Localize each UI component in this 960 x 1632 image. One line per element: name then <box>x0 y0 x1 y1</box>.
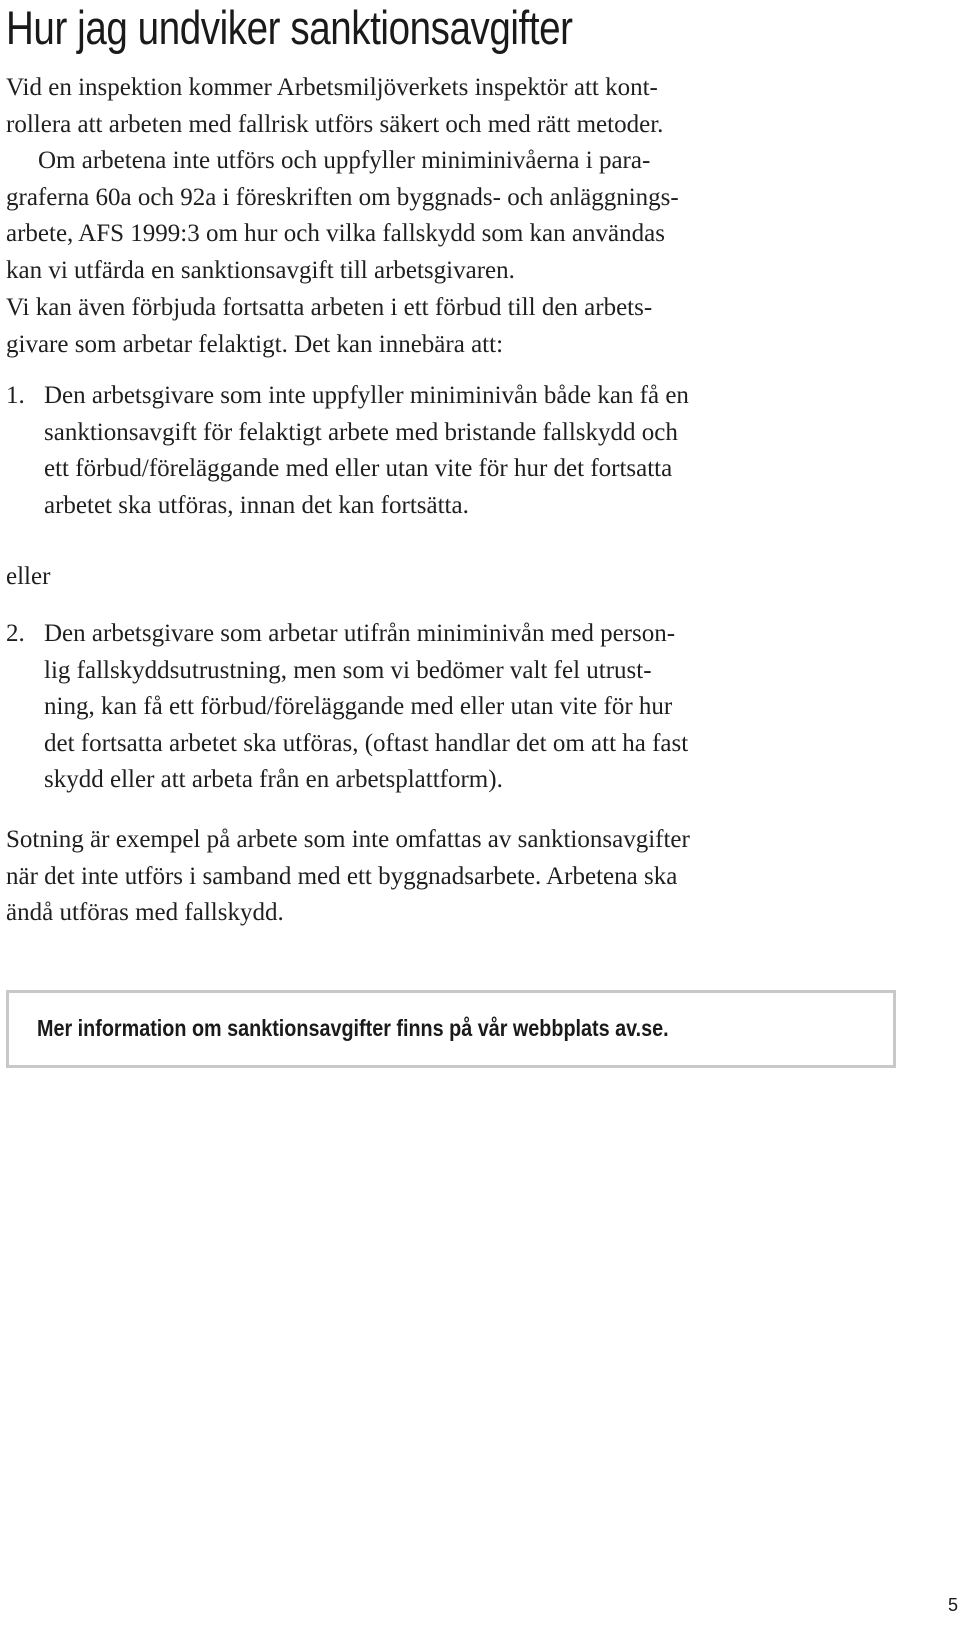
sotning-line: ändå utföras med fallskydd. <box>6 899 284 926</box>
info-box-text: Mer information om sanktionsavgifter finns på vår webbplats av.se. <box>37 1015 669 1041</box>
sotning-paragraph <box>6 822 886 932</box>
page-number: 5 <box>947 1595 958 1615</box>
list-item-line: det fortsatta arbetet ska utföras, (oftast handlar det om att ha fast <box>44 729 689 757</box>
sotning-line: när det inte utförs i samband med ett byggnadsarbete. Arbetena ska <box>6 862 678 890</box>
intro-line: graferna 60a och 92a i föreskriften om byggnads- och anläggnings- <box>6 183 679 211</box>
intro-line: Om arbetena inte utförs och uppfyller miniminivåerna i para- <box>38 147 651 174</box>
intro-paragraph <box>6 70 886 289</box>
list-item-number: 2. <box>6 620 25 647</box>
intro-line: rollera att arbeten med fallrisk utförs säkert och med rätt metoder. <box>6 110 664 138</box>
list-item-line: ning, kan få ett förbud/föreläggande med eller utan vite för hur <box>44 693 673 720</box>
intro-line: arbete, AFS 1999:3 om hur och vilka fallskydd som kan användas <box>6 220 665 247</box>
separator-text: eller <box>6 563 51 590</box>
list-item-line: sanktionsavgift för felaktigt arbete med bristande fallskydd och <box>44 418 678 446</box>
sotning-line: Sotning är exempel på arbete som inte omfattas av sanktionsavgifter <box>6 826 690 853</box>
list-item-text <box>44 378 689 524</box>
list-item-text <box>44 616 688 799</box>
list-item-line: Den arbetsgivare som inte uppfyller miniminivån både kan få en <box>44 382 689 409</box>
list-item-line: ett förbud/föreläggande med eller utan vite för hur det fortsatta <box>44 455 673 482</box>
intro-line: kan vi utfärda en sanktionsavgift till arbetsgivaren. <box>6 256 515 284</box>
list-item-line: skydd eller att arbeta från en arbetsplattform). <box>44 766 503 793</box>
list-item-line: lig fallskyddsutrustning, men som vi bedömer valt fel utrust- <box>44 656 652 684</box>
list-item-line: Den arbetsgivare som arbetar utifrån miniminivån med person- <box>44 620 676 647</box>
page-title: Hur jag undviker sanktionsavgifter <box>6 1 573 54</box>
list-item-line: arbetet ska utföras, innan det kan fortsätta. <box>44 491 469 519</box>
info-box <box>6 990 896 1068</box>
intro-line: Vid en inspektion kommer Arbetsmiljöverkets inspektör att kont- <box>6 74 658 101</box>
forbud-paragraph <box>6 290 886 363</box>
forbud-line: Vi kan även förbjuda fortsatta arbeten i ett förbud till den arbets- <box>6 294 653 321</box>
forbud-line: givare som arbetar felaktigt. Det kan innebära att: <box>6 330 504 358</box>
list-item-number: 1. <box>6 382 25 409</box>
